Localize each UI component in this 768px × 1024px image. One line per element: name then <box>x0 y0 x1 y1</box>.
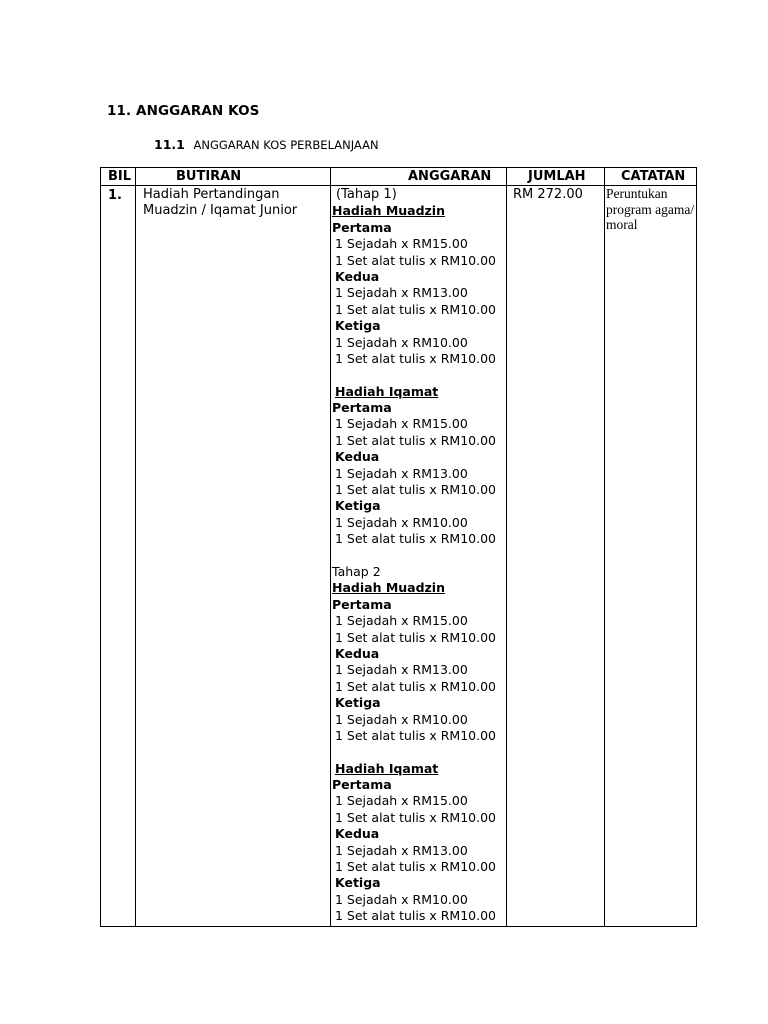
header-anggaran: ANGGARAN <box>408 169 492 184</box>
section-number: 11. <box>107 103 132 119</box>
rank-label: Pertama <box>332 777 392 793</box>
budget-line: 1 Set alat tulis x RM10.00 <box>335 809 496 825</box>
tahap-1-iqamat-block <box>332 384 505 548</box>
row-jumlah: RM 272.00 <box>513 187 583 202</box>
budget-line: 1 Sejadah x RM13.00 <box>335 662 468 678</box>
budget-line: 1 Set alat tulis x RM10.00 <box>335 301 496 317</box>
tahap-2-label: Tahap 2 <box>332 563 381 579</box>
rank-label: Kedua <box>335 449 380 465</box>
budget-line: 1 Sejadah x RM15.00 <box>335 236 468 252</box>
rank-label: Kedua <box>335 645 380 661</box>
tahap-2-iqamat-block <box>332 761 505 925</box>
budget-line: 1 Sejadah x RM10.00 <box>335 891 468 907</box>
budget-line: 1 Set alat tulis x RM10.00 <box>335 531 496 547</box>
header-butiran: BUTIRAN <box>176 169 242 184</box>
budget-line: 1 Sejadah x RM13.00 <box>335 285 468 301</box>
budget-line: 1 Set alat tulis x RM10.00 <box>335 859 496 875</box>
tahap-2-muadzin-block <box>332 580 505 744</box>
row-bil: 1. <box>108 188 122 203</box>
tahap-1-muadzin-block <box>332 203 505 367</box>
budget-line: 1 Set alat tulis x RM10.00 <box>335 629 496 645</box>
rank-label: Ketiga <box>335 498 381 514</box>
header-bil: BIL <box>108 169 132 184</box>
rank-label: Ketiga <box>335 875 381 891</box>
subsection-title: ANGGARAN KOS PERBELANJAAN <box>193 138 379 152</box>
column-divider <box>604 168 605 926</box>
rank-label: Pertama <box>332 400 392 416</box>
row-catatan: Peruntukan program agama/ moral <box>606 186 695 232</box>
rank-label: Kedua <box>335 826 380 842</box>
budget-line: 1 Set alat tulis x RM10.00 <box>335 678 496 694</box>
rank-label: Pertama <box>332 219 392 235</box>
row-anggaran <box>332 187 505 925</box>
budget-line: 1 Sejadah x RM15.00 <box>335 416 468 432</box>
column-divider <box>135 168 136 926</box>
rank-label: Ketiga <box>335 695 381 711</box>
spacer <box>332 367 505 383</box>
budget-line: 1 Set alat tulis x RM10.00 <box>335 482 496 498</box>
budget-line: 1 Sejadah x RM13.00 <box>335 842 468 858</box>
budget-line: 1 Set alat tulis x RM10.00 <box>335 727 496 743</box>
spacer <box>332 548 505 564</box>
column-divider <box>506 168 507 926</box>
section-heading <box>107 103 259 119</box>
row-butiran: Hadiah Pertandingan Muadzin / Iqamat Junior <box>143 187 298 219</box>
budget-line: 1 Sejadah x RM10.00 <box>335 514 468 530</box>
budget-line: 1 Sejadah x RM13.00 <box>335 465 468 481</box>
header-jumlah: JUMLAH <box>528 169 586 184</box>
budget-line: 1 Sejadah x RM15.00 <box>335 793 468 809</box>
rank-label: Pertama <box>332 596 392 612</box>
cost-table <box>100 167 697 927</box>
budget-line: 1 Sejadah x RM10.00 <box>335 711 468 727</box>
subsection-heading <box>154 137 379 152</box>
budget-line: 1 Set alat tulis x RM10.00 <box>335 908 496 924</box>
column-divider <box>330 168 331 926</box>
tahap-1-label: (Tahap 1) <box>336 187 397 202</box>
prize-heading: Hadiah Muadzin <box>332 203 445 219</box>
budget-line: 1 Set alat tulis x RM10.00 <box>335 350 496 366</box>
rank-label: Kedua <box>335 268 380 284</box>
header-catatan: CATATAN <box>621 169 686 184</box>
spacer <box>332 744 505 760</box>
subsection-number: 11.1 <box>154 137 185 152</box>
prize-heading: Hadiah Muadzin <box>332 580 445 596</box>
rank-label: Ketiga <box>335 318 381 334</box>
prize-heading: Hadiah Iqamat <box>335 760 439 776</box>
budget-line: 1 Sejadah x RM15.00 <box>335 613 468 629</box>
budget-line: 1 Set alat tulis x RM10.00 <box>335 432 496 448</box>
section-title: ANGGARAN KOS <box>136 103 260 119</box>
budget-line: 1 Sejadah x RM10.00 <box>335 334 468 350</box>
prize-heading: Hadiah Iqamat <box>335 383 439 399</box>
budget-line: 1 Set alat tulis x RM10.00 <box>335 252 496 268</box>
